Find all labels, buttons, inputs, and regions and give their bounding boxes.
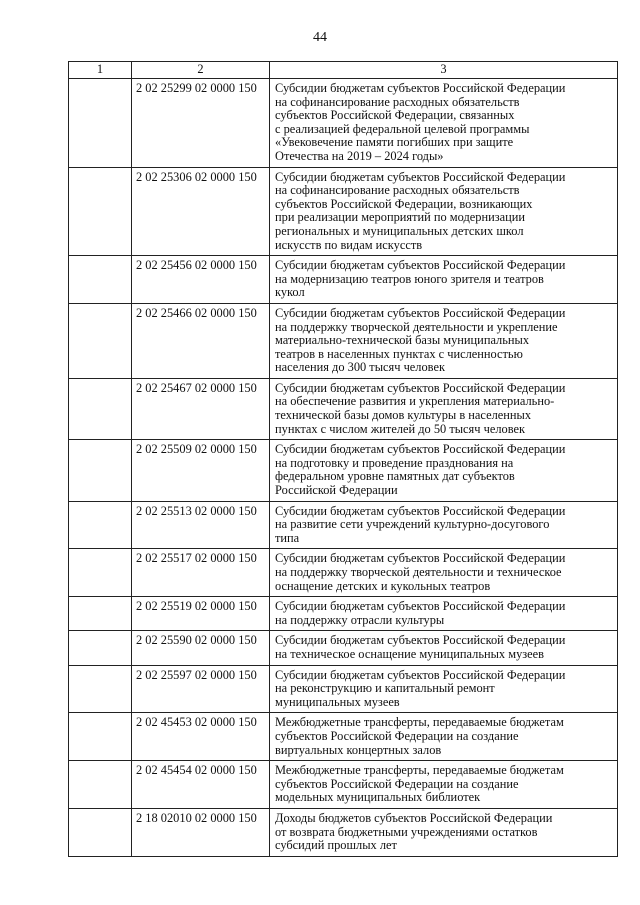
description-cell — [270, 303, 618, 378]
description-cell — [270, 440, 618, 501]
table-row — [69, 501, 618, 549]
description-cell — [270, 713, 618, 761]
description-line: Субсидии бюджетам субъектов Российской Федерации — [275, 305, 566, 320]
description-line: субъектов Российской Федерации, возникающих — [275, 196, 533, 211]
description-cell — [270, 665, 618, 713]
column-header-1: 1 — [69, 62, 132, 79]
description-cell — [270, 167, 618, 256]
description-line: Доходы бюджетов субъектов Российской Федерации — [275, 810, 553, 825]
description-cell — [270, 378, 618, 439]
classification-code-cell: 2 02 25466 02 0000 150 — [132, 303, 270, 378]
table-row — [69, 440, 618, 501]
classification-code-cell: 2 02 25597 02 0000 150 — [132, 665, 270, 713]
description-line: Межбюджетные трансферты, передаваемые бюджетам — [275, 715, 564, 730]
classification-code-cell: 2 02 25513 02 0000 150 — [132, 501, 270, 549]
description-cell — [270, 501, 618, 549]
table-row — [69, 631, 618, 665]
description-line: субъектов Российской Федерации на создание — [275, 728, 519, 743]
table-row — [69, 256, 618, 304]
row-number-cell — [69, 549, 132, 597]
table-row — [69, 167, 618, 256]
description-line: при реализации мероприятий по модернизации — [275, 210, 526, 225]
description-line: федеральном уровне памятных дат субъектов — [275, 469, 515, 484]
description-line: на обеспечение развития и укрепления материально- — [275, 394, 555, 409]
description-line: «Увековечение памяти погибших при защите — [275, 135, 514, 150]
row-number-cell — [69, 440, 132, 501]
description-line: Субсидии бюджетам субъектов Российской Федерации — [275, 633, 566, 648]
row-number-cell — [69, 501, 132, 549]
classification-code-cell: 2 02 25519 02 0000 150 — [132, 597, 270, 631]
description-line: Субсидии бюджетам субъектов Российской Федерации — [275, 551, 566, 566]
table-row — [69, 808, 618, 856]
classification-code-cell: 2 02 25517 02 0000 150 — [132, 549, 270, 597]
description-line: пунктах с числом жителей до 50 тысяч человек — [275, 421, 525, 436]
description-line: муниципальных музеев — [275, 694, 400, 709]
classification-code-cell: 2 02 25590 02 0000 150 — [132, 631, 270, 665]
classification-code-cell: 2 02 45454 02 0000 150 — [132, 761, 270, 809]
description-line: на поддержку творческой деятельности и укрепление — [275, 319, 558, 334]
description-line: Отечества на 2019 – 2024 годы» — [275, 148, 444, 163]
row-number-cell — [69, 256, 132, 304]
classification-code-cell: 2 02 25306 02 0000 150 — [132, 167, 270, 256]
description-line: на реконструкцию и капитальный ремонт — [275, 681, 495, 696]
row-number-cell — [69, 713, 132, 761]
description-line: на софинансирование расходных обязательств — [275, 94, 520, 109]
description-line: на софинансирование расходных обязательств — [275, 183, 520, 198]
table-row — [69, 549, 618, 597]
description-line: Российской Федерации — [275, 483, 398, 498]
description-line: на развитие сети учреждений культурно-досугового — [275, 517, 550, 532]
table-body — [69, 79, 618, 857]
table-row — [69, 378, 618, 439]
description-line: виртуальных концертных залов — [275, 742, 442, 757]
description-line: Межбюджетные трансферты, передаваемые бюджетам — [275, 763, 564, 778]
classification-code-cell: 2 02 25299 02 0000 150 — [132, 79, 270, 168]
description-line: Субсидии бюджетам субъектов Российской Федерации — [275, 442, 566, 457]
description-line: на поддержку творческой деятельности и техническое — [275, 565, 562, 579]
description-line: населения до 300 тысяч человек — [275, 360, 445, 375]
table-row — [69, 761, 618, 809]
row-number-cell — [69, 597, 132, 631]
description-cell — [270, 79, 618, 168]
page-number: 44 — [313, 30, 327, 45]
description-line: субъектов Российской Федерации на создание — [275, 776, 519, 791]
table-row — [69, 713, 618, 761]
description-line: технической базы домов культуры в населенных — [275, 408, 532, 423]
description-line: от возврата бюджетными учреждениями остатков — [275, 824, 538, 839]
table-row — [69, 665, 618, 713]
description-line: на техническое оснащение муниципальных музеев — [275, 646, 545, 661]
description-cell — [270, 256, 618, 304]
description-line: Субсидии бюджетам субъектов Российской Федерации — [275, 380, 566, 395]
column-header-3: 3 — [270, 62, 618, 79]
table-header-row — [69, 62, 618, 79]
description-line: на поддержку отрасли культуры — [275, 612, 445, 627]
description-cell — [270, 761, 618, 809]
classification-code-cell: 2 02 25456 02 0000 150 — [132, 256, 270, 304]
description-line: материально-технической базы муниципальных — [275, 333, 530, 348]
description-line: оснащение детских и кукольных театров — [275, 578, 491, 593]
row-number-cell — [69, 761, 132, 809]
description-line: театров в населенных пунктах с численностью — [275, 346, 523, 361]
description-line: субсидий прошлых лет — [275, 838, 397, 853]
row-number-cell — [69, 378, 132, 439]
description-line: Субсидии бюджетам субъектов Российской Федерации — [275, 503, 566, 518]
classification-code-cell: 2 18 02010 02 0000 150 — [132, 808, 270, 856]
description-line: на модернизацию театров юного зрителя и театров — [275, 271, 544, 286]
description-line: Субсидии бюджетам субъектов Российской Федерации — [275, 81, 566, 95]
row-number-cell — [69, 303, 132, 378]
description-line: Субсидии бюджетам субъектов Российской Федерации — [275, 258, 566, 273]
description-cell — [270, 631, 618, 665]
description-line: типа — [275, 530, 300, 545]
classification-code-cell: 2 02 25467 02 0000 150 — [132, 378, 270, 439]
row-number-cell — [69, 79, 132, 168]
description-line: модельных муниципальных библиотек — [275, 790, 481, 805]
description-cell — [270, 808, 618, 856]
row-number-cell — [69, 167, 132, 256]
description-line: Субсидии бюджетам субъектов Российской Федерации — [275, 169, 566, 184]
row-number-cell — [69, 631, 132, 665]
classification-code-cell: 2 02 25509 02 0000 150 — [132, 440, 270, 501]
column-header-2: 2 — [132, 62, 270, 79]
description-line: субъектов Российской Федерации, связанных — [275, 108, 515, 123]
description-line: искусств по видам искусств — [275, 237, 423, 252]
description-cell — [270, 597, 618, 631]
description-line: региональных и муниципальных детских школ — [275, 223, 524, 238]
description-line: Субсидии бюджетам субъектов Российской Федерации — [275, 667, 566, 682]
classification-code-cell: 2 02 45453 02 0000 150 — [132, 713, 270, 761]
description-line: Субсидии бюджетам субъектов Российской Федерации — [275, 599, 566, 614]
budget-codes-table — [68, 61, 618, 857]
row-number-cell — [69, 808, 132, 856]
description-line: на подготовку и проведение празднования на — [275, 455, 514, 470]
table-row — [69, 303, 618, 378]
row-number-cell — [69, 665, 132, 713]
description-line: кукол — [275, 285, 305, 300]
description-cell — [270, 549, 618, 597]
table-row — [69, 597, 618, 631]
description-line: с реализацией федеральной целевой программы — [275, 121, 530, 136]
table-row — [69, 79, 618, 168]
